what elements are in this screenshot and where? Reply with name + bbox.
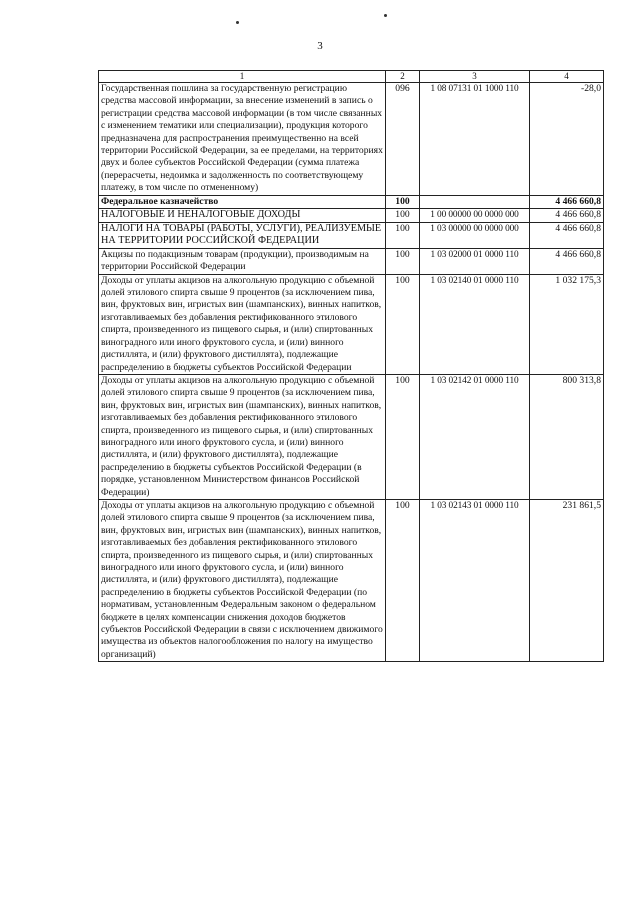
- table-row: [99, 209, 604, 223]
- row-amount: 4 466 660,8: [530, 195, 604, 208]
- row-budget-code: [420, 195, 530, 208]
- row-budget-code: 1 03 02000 01 0000 110: [420, 248, 530, 274]
- row-admin-code: 100: [386, 248, 420, 274]
- row-admin-code: 100: [386, 195, 420, 208]
- row-admin-code: 096: [386, 83, 420, 196]
- table-row: [99, 248, 604, 274]
- row-budget-code: 1 03 02140 01 0000 110: [420, 274, 530, 374]
- row-name: Доходы от уплаты акцизов на алкогольную продукцию с объемной долей этилового спирта свыше 9 процентов (за исключением пива, вин, фруктовых вин, игристых вин (шампанских), винных напитков, изготавливаемых без добавления ректификованного этилового спирта, произведенного из пищевого сырья, и (или) спиртованных виноградного или иного фруктового сусла, и (или) винного дистиллята, и (или) фруктового дистиллята), подлежащие распределению в бюджеты субъектов Российской Федерации (по нормативам, установленным Федеральным законом о федеральном бюджете в целях компенсации снижения доходов бюджетов субъектов Российской Федерации в связи с исключением движимого имущества из объектов налогообложения по налогу на имущество организаций): [99, 499, 386, 661]
- column-header-amount: 4: [530, 71, 604, 83]
- row-name: Акцизы по подакцизным товарам (продукции), производимым на территории Российской Федерации: [99, 248, 386, 274]
- row-amount: 4 466 660,8: [530, 248, 604, 274]
- row-admin-code: 100: [386, 274, 420, 374]
- column-header-admin: 2: [386, 71, 420, 83]
- row-budget-code: 1 03 00000 00 0000 000: [420, 222, 530, 248]
- column-header-code: 3: [420, 71, 530, 83]
- page-number: 3: [317, 40, 323, 52]
- row-name: НАЛОГОВЫЕ И НЕНАЛОГОВЫЕ ДОХОДЫ: [99, 209, 386, 223]
- row-budget-code: 1 03 02143 01 0000 110: [420, 499, 530, 661]
- row-amount: 1 032 175,3: [530, 274, 604, 374]
- row-amount: -28,0: [530, 83, 604, 196]
- revenue-table: [98, 70, 604, 662]
- row-amount: 4 466 660,8: [530, 222, 604, 248]
- table-row: [99, 222, 604, 248]
- row-admin-code: 100: [386, 222, 420, 248]
- row-admin-code: 100: [386, 209, 420, 223]
- row-name: Доходы от уплаты акцизов на алкогольную продукцию с объемной долей этилового спирта свыше 9 процентов (за исключением пива, вин, фруктовых вин, игристых вин (шампанских), винных напитков, изготавливаемых без добавления ректификованного этилового спирта, произведенного из пищевого сырья, и (или) спиртованных виноградного или иного фруктового сусла, и (или) винного дистиллята, и (или) фруктового дистиллята), подлежащие распределению в бюджеты субъектов Российской Федерации: [99, 274, 386, 374]
- row-amount: 4 466 660,8: [530, 209, 604, 223]
- row-budget-code: 1 08 07131 01 1000 110: [420, 83, 530, 196]
- row-admin-code: 100: [386, 499, 420, 661]
- row-budget-code: 1 00 00000 00 0000 000: [420, 209, 530, 223]
- row-admin-code: 100: [386, 374, 420, 499]
- row-amount: 800 313,8: [530, 374, 604, 499]
- table-row: [99, 195, 604, 208]
- row-amount: 231 861,5: [530, 499, 604, 661]
- row-name: Федеральное казначейство: [99, 195, 386, 208]
- row-budget-code: 1 03 02142 01 0000 110: [420, 374, 530, 499]
- scan-speck: [236, 21, 239, 24]
- table-row: [99, 374, 604, 499]
- column-number-row: [99, 71, 604, 83]
- table-row: [99, 499, 604, 661]
- table-row: [99, 274, 604, 374]
- scan-speck: [384, 14, 387, 17]
- table-row: [99, 83, 604, 196]
- row-name: Государственная пошлина за государственную регистрацию средства массовой информации, за внесение изменений в запись о регистрации средства массовой информации (в том числе связанных с изменением тематики или специализации), продукция которого предназначена для распространения преимущественно на всей территории Российской Федерации, за ее пределами, на территориях двух и более субъектов Российской Федерации (сумма платежа (перерасчеты, недоимка и задолженность по соответствующему платежу, в том числе по отмененному): [99, 83, 386, 196]
- row-name: НАЛОГИ НА ТОВАРЫ (РАБОТЫ, УСЛУГИ), РЕАЛИЗУЕМЫЕ НА ТЕРРИТОРИИ РОССИЙСКОЙ ФЕДЕРАЦИИ: [99, 222, 386, 248]
- row-name: Доходы от уплаты акцизов на алкогольную продукцию с объемной долей этилового спирта свыше 9 процентов (за исключением пива, вин, фруктовых вин, игристых вин (шампанских), винных напитков, изготавливаемых без добавления ректификованного этилового спирта, произведенного из пищевого сырья, и (или) спиртованных виноградного или иного фруктового сусла, и (или) винного дистиллята, и (или) фруктового дистиллята), подлежащие распределению в бюджеты субъектов Российской Федерации (в порядке, установленном Министерством финансов Российской Федерации): [99, 374, 386, 499]
- column-header-name: 1: [99, 71, 386, 83]
